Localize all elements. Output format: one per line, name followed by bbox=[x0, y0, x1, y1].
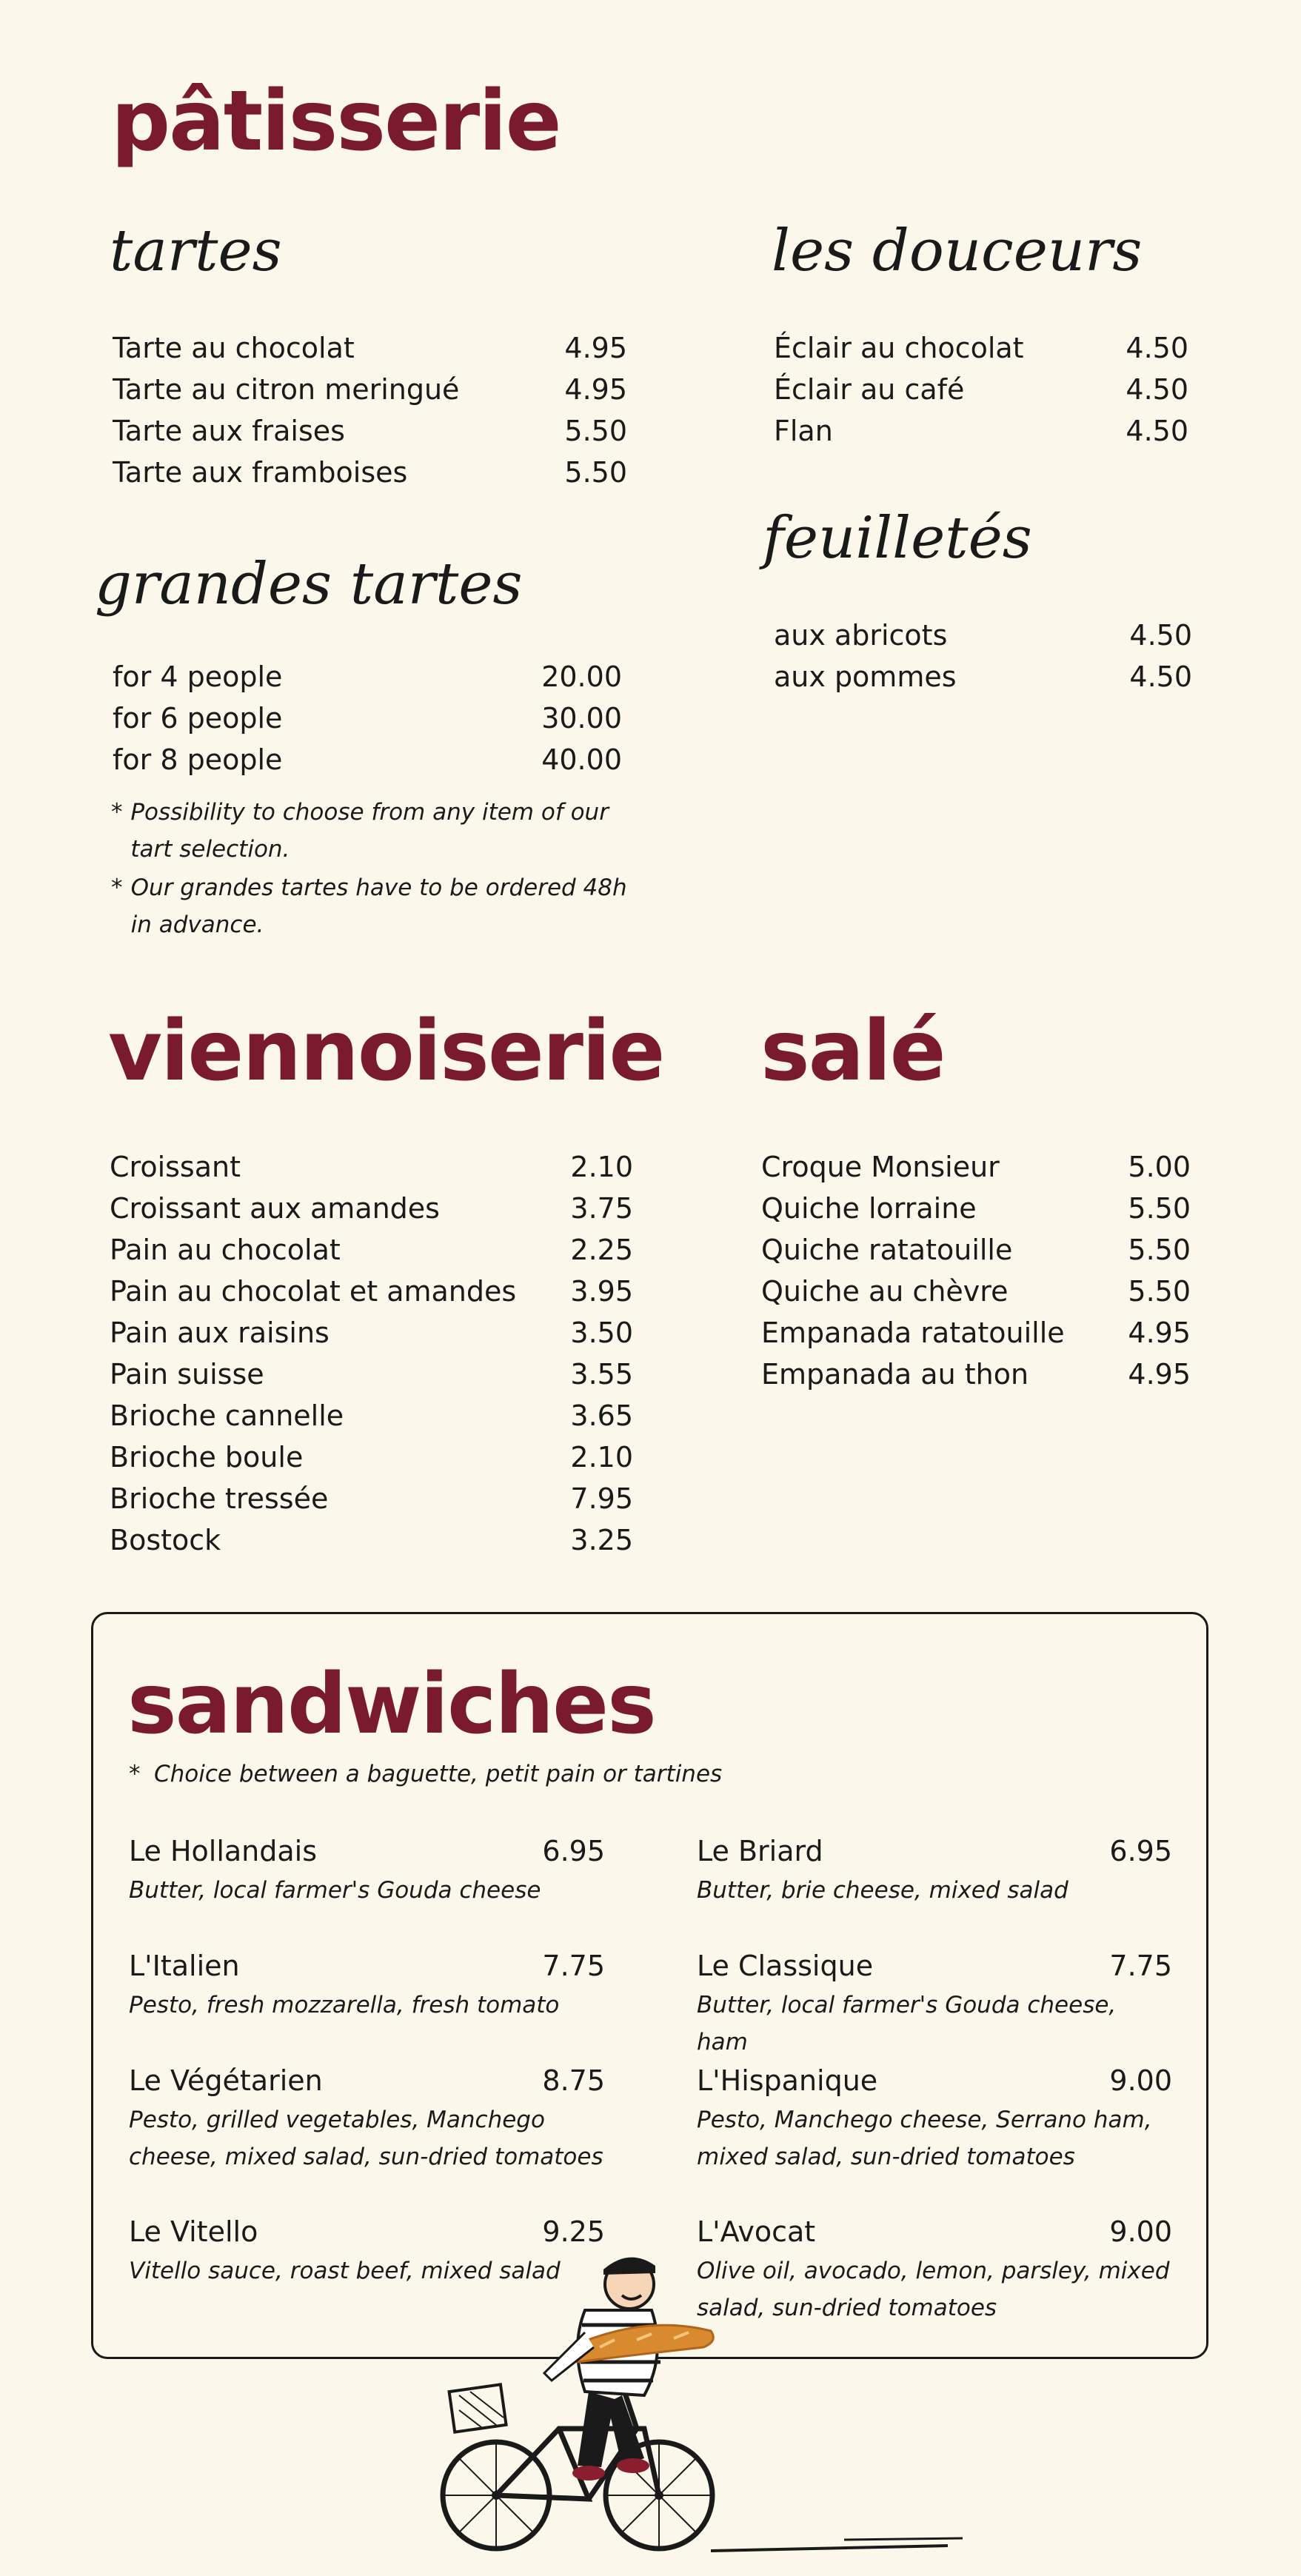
item-price: 5.00 bbox=[1128, 1151, 1191, 1183]
item-price: 5.50 bbox=[564, 415, 627, 447]
list-item bbox=[110, 1312, 633, 1354]
sandwich-name: Le Végétarien bbox=[129, 2064, 323, 2097]
sandwich-item bbox=[697, 2060, 1172, 2175]
feuilletes-heading: feuilletés bbox=[763, 505, 1032, 572]
sandwich-name: L'Hispanique bbox=[697, 2064, 878, 2097]
item-name: Éclair au café bbox=[774, 373, 965, 406]
item-price: 4.95 bbox=[1128, 1358, 1191, 1391]
item-price: 4.95 bbox=[564, 332, 627, 364]
sandwich-name: Le Classique bbox=[697, 1950, 874, 1982]
sandwich-price: 9.00 bbox=[1109, 2064, 1172, 2097]
sandwich-name: Le Hollandais bbox=[129, 1835, 318, 1867]
grandes-tartes-heading: grandes tartes bbox=[95, 551, 523, 618]
patisserie-title: pâtisserie bbox=[111, 73, 561, 170]
item-name: Croque Monsieur bbox=[761, 1151, 1000, 1183]
item-price: 7.95 bbox=[570, 1482, 633, 1515]
item-price: 4.50 bbox=[1126, 415, 1188, 447]
item-name: Brioche tressée bbox=[110, 1482, 329, 1515]
douceurs-list bbox=[774, 327, 1188, 452]
sandwich-desc: Pesto, grilled vegetables, Manchego cheese, mixed salad, sun-dried tomatoes bbox=[129, 2107, 603, 2170]
list-item bbox=[761, 1188, 1191, 1229]
list-item bbox=[113, 410, 627, 452]
item-price: 20.00 bbox=[541, 660, 622, 693]
douceurs-heading: les douceurs bbox=[772, 218, 1143, 284]
sandwich-item bbox=[129, 2060, 605, 2175]
item-name: Croissant bbox=[110, 1151, 241, 1183]
list-item bbox=[774, 615, 1192, 656]
list-item bbox=[761, 1146, 1191, 1188]
item-name: Tarte au chocolat bbox=[113, 332, 355, 364]
list-item bbox=[761, 1271, 1191, 1312]
item-price: 30.00 bbox=[541, 702, 622, 735]
item-name: aux pommes bbox=[774, 660, 957, 693]
item-price: 4.95 bbox=[564, 373, 627, 406]
list-item bbox=[110, 1478, 633, 1519]
sale-title: salé bbox=[760, 1003, 945, 1100]
sandwiches-note: * Choice between a baguette, petit pain or tartines bbox=[129, 1756, 722, 1793]
item-price: 5.50 bbox=[1128, 1275, 1191, 1308]
item-name: Pain au chocolat bbox=[110, 1234, 341, 1266]
item-price: 3.25 bbox=[570, 1524, 633, 1556]
grandes-tartes-notes bbox=[111, 794, 629, 943]
tartes-list bbox=[113, 327, 627, 493]
item-name: for 4 people bbox=[113, 660, 283, 693]
item-price: 5.50 bbox=[1128, 1192, 1191, 1225]
sandwich-desc: Pesto, Manchego cheese, Serrano ham, mixed salad, sun-dried tomatoes bbox=[697, 2107, 1152, 2170]
sandwich-item bbox=[697, 1830, 1172, 1909]
item-price: 5.50 bbox=[1128, 1234, 1191, 1266]
item-name: for 8 people bbox=[113, 743, 283, 776]
sandwich-price: 6.95 bbox=[542, 1835, 605, 1867]
item-price: 3.75 bbox=[570, 1192, 633, 1225]
note: * Possibility to choose from any item of our tart selection. bbox=[111, 794, 629, 868]
sandwich-desc: Vitello sauce, roast beef, mixed salad bbox=[129, 2258, 561, 2284]
sandwich-price: 7.75 bbox=[1109, 1950, 1172, 1982]
sandwich-desc: Pesto, fresh mozzarella, fresh tomato bbox=[129, 1992, 560, 2018]
item-price: 5.50 bbox=[564, 456, 627, 489]
item-name: Tarte aux framboises bbox=[113, 456, 408, 489]
sandwich-name: L'Italien bbox=[129, 1950, 240, 1982]
list-item bbox=[110, 1395, 633, 1436]
item-price: 4.50 bbox=[1126, 332, 1188, 364]
sandwich-desc: Butter, brie cheese, mixed salad bbox=[697, 1877, 1068, 1904]
item-name: Bostock bbox=[110, 1524, 221, 1556]
item-name: Brioche boule bbox=[110, 1441, 304, 1473]
item-name: Quiche ratatouille bbox=[761, 1234, 1013, 1266]
sandwich-item bbox=[129, 1945, 605, 2024]
list-item bbox=[110, 1354, 633, 1395]
item-name: Pain aux raisins bbox=[110, 1317, 330, 1349]
note-text: Our grandes tartes have to be ordered 48h in advance. bbox=[130, 874, 627, 938]
item-name: Tarte au citron meringué bbox=[113, 373, 460, 406]
item-name: aux abricots bbox=[774, 619, 948, 652]
item-price: 3.95 bbox=[570, 1275, 633, 1308]
sandwich-name: L'Avocat bbox=[697, 2215, 816, 2248]
note: * Our grandes tartes have to be ordered 48h in advance. bbox=[111, 869, 629, 943]
sandwich-item bbox=[129, 1830, 605, 1909]
sandwich-desc: Butter, local farmer's Gouda cheese, ham bbox=[697, 1992, 1117, 2055]
list-item bbox=[774, 656, 1192, 697]
list-item bbox=[113, 452, 627, 493]
sale-list bbox=[761, 1146, 1191, 1395]
list-item bbox=[110, 1436, 633, 1478]
item-price: 4.50 bbox=[1126, 373, 1188, 406]
item-price: 2.25 bbox=[570, 1234, 633, 1266]
item-name: for 6 people bbox=[113, 702, 283, 735]
list-item bbox=[113, 369, 627, 410]
grandes-tartes-list bbox=[113, 656, 622, 780]
list-item bbox=[113, 739, 622, 780]
list-item bbox=[113, 327, 627, 369]
sandwich-price: 6.95 bbox=[1109, 1835, 1172, 1867]
sandwich-name: Le Briard bbox=[697, 1835, 823, 1867]
list-item bbox=[110, 1188, 633, 1229]
list-item bbox=[774, 410, 1188, 452]
item-name: Brioche cannelle bbox=[110, 1399, 344, 1432]
tartes-heading: tartes bbox=[110, 218, 282, 284]
item-price: 3.55 bbox=[570, 1358, 633, 1391]
item-price: 4.95 bbox=[1128, 1317, 1191, 1349]
item-price: 4.50 bbox=[1129, 619, 1192, 652]
list-item bbox=[113, 697, 622, 739]
item-price: 2.10 bbox=[570, 1441, 633, 1473]
cyclist-with-baguette-illustration bbox=[400, 2244, 963, 2562]
note-text: Choice between a baguette, petit pain or tartines bbox=[154, 1761, 723, 1787]
item-name: Croissant aux amandes bbox=[110, 1192, 440, 1225]
viennoiserie-title: viennoiserie bbox=[108, 1003, 664, 1100]
list-item bbox=[113, 656, 622, 697]
sandwich-name: Le Vitello bbox=[129, 2215, 258, 2248]
list-item bbox=[761, 1354, 1191, 1395]
sandwich-price: 7.75 bbox=[542, 1950, 605, 1982]
item-name: Tarte aux fraises bbox=[113, 415, 345, 447]
item-name: Pain suisse bbox=[110, 1358, 264, 1391]
item-name: Éclair au chocolat bbox=[774, 332, 1024, 364]
item-name: Empanada ratatouille bbox=[761, 1317, 1065, 1349]
list-item bbox=[761, 1312, 1191, 1354]
item-price: 40.00 bbox=[541, 743, 622, 776]
sandwich-price: 9.00 bbox=[1109, 2215, 1172, 2248]
item-name: Flan bbox=[774, 415, 833, 447]
viennoiserie-list bbox=[110, 1146, 633, 1561]
list-item bbox=[110, 1146, 633, 1188]
sandwich-item bbox=[697, 1945, 1172, 2061]
sandwich-desc: Olive oil, avocado, lemon, parsley, mixed salad, sun-dried tomatoes bbox=[697, 2258, 1170, 2321]
list-item bbox=[110, 1519, 633, 1561]
sandwich-desc: Butter, local farmer's Gouda cheese bbox=[129, 1877, 541, 1904]
feuilletes-list bbox=[774, 615, 1192, 697]
list-item bbox=[110, 1229, 633, 1271]
list-item bbox=[761, 1229, 1191, 1271]
item-price: 3.50 bbox=[570, 1317, 633, 1349]
sandwiches-title: sandwiches bbox=[127, 1656, 655, 1753]
item-name: Quiche lorraine bbox=[761, 1192, 977, 1225]
sandwich-price: 8.75 bbox=[542, 2064, 605, 2097]
item-price: 4.50 bbox=[1129, 660, 1192, 693]
list-item bbox=[774, 369, 1188, 410]
item-name: Quiche au chèvre bbox=[761, 1275, 1009, 1308]
item-price: 2.10 bbox=[570, 1151, 633, 1183]
item-name: Empanada au thon bbox=[761, 1358, 1029, 1391]
list-item bbox=[774, 327, 1188, 369]
sandwich-price: 9.25 bbox=[542, 2215, 605, 2248]
list-item bbox=[110, 1271, 633, 1312]
note-text: Possibility to choose from any item of our tart selection. bbox=[130, 799, 609, 863]
item-price: 3.65 bbox=[570, 1399, 633, 1432]
item-name: Pain au chocolat et amandes bbox=[110, 1275, 517, 1308]
